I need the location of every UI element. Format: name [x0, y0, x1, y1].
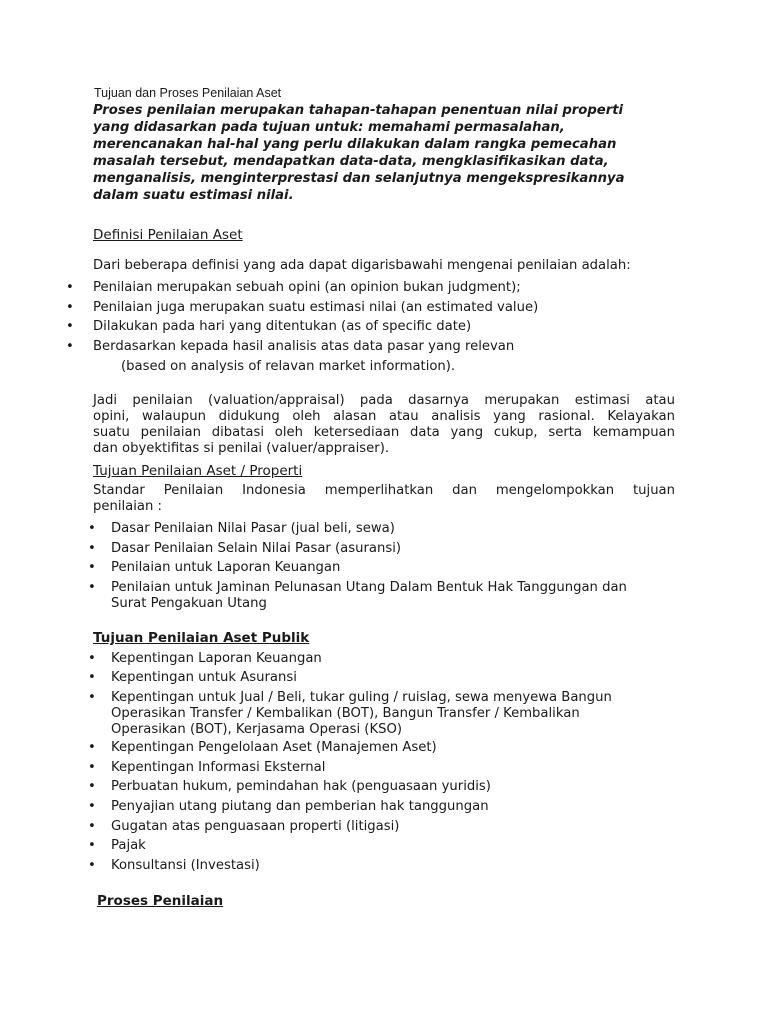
- document-title: Tujuan dan Proses Penilaian Aset: [94, 86, 282, 100]
- bullet-icon: •: [88, 690, 96, 705]
- paragraph-line: Jadi penilaian (valuation/appraisal) pada dasarnya merupakan estimasi atau: [93, 393, 675, 408]
- list-item-text: Penyajian utang piutang dan pemberian hak tanggungan: [111, 799, 489, 814]
- list-item-text: Operasikan (BOT), Kerjasama Operasi (KSO): [111, 722, 402, 737]
- list-item-text: Kepentingan untuk Asuransi: [111, 670, 297, 685]
- list-item-text: Dasar Penilaian Nilai Pasar (jual beli, sewa): [111, 521, 395, 536]
- bullet-icon: •: [66, 280, 74, 295]
- definisi-heading: Definisi Penilaian Aset: [93, 227, 243, 243]
- list-item-text: Surat Pengakuan Utang: [111, 596, 267, 611]
- intro-line: menganalisis, menginterprestasi dan selanjutnya mengekspresikannya: [93, 171, 625, 186]
- bullet-icon: •: [88, 560, 96, 575]
- list-item-text: Kepentingan Laporan Keuangan: [111, 651, 322, 666]
- definisi-lead: Dari beberapa definisi yang ada dapat digarisbawahi mengenai penilaian adalah:: [93, 258, 631, 273]
- intro-line: dalam suatu estimasi nilai.: [93, 188, 294, 203]
- list-item-text: Kepentingan Pengelolaan Aset (Manajemen Aset): [111, 740, 437, 755]
- bullet-icon: •: [88, 838, 96, 853]
- list-item-continuation: (based on analysis of relavan market information).: [121, 359, 456, 374]
- paragraph-line: opini, walaupun didukung oleh alasan atau analisis yang rasional. Kelayakan: [93, 409, 675, 424]
- list-item-text: Operasikan Transfer / Kembalikan (BOT), Bangun Transfer / Kembalikan: [111, 706, 580, 721]
- list-item-text: Kepentingan Informasi Eksternal: [111, 760, 326, 775]
- intro-line: masalah tersebut, mendapatkan data-data, mengklasifikasikan data,: [93, 154, 609, 169]
- bullet-icon: •: [88, 521, 96, 536]
- bullet-icon: •: [66, 319, 74, 334]
- tujuan-lead-line: Standar Penilaian Indonesia memperlihatkan dan mengelompokkan tujuan: [93, 483, 675, 498]
- bullet-icon: •: [88, 799, 96, 814]
- list-item-text: Kepentingan untuk Jual / Beli, tukar guling / ruislag, sewa menyewa Bangun: [111, 690, 612, 705]
- bullet-icon: •: [66, 339, 74, 354]
- list-item-text: Dilakukan pada hari yang ditentukan (as of specific date): [93, 319, 472, 334]
- list-item-text: Pajak: [111, 838, 146, 853]
- bullet-icon: •: [88, 651, 96, 666]
- list-item-text: Penilaian untuk Laporan Keuangan: [111, 560, 341, 575]
- publik-heading: Tujuan Penilaian Aset Publik: [93, 630, 310, 646]
- list-item-text: Penilaian merupakan sebuah opini (an opinion bukan judgment);: [93, 280, 521, 295]
- tujuan-heading: Tujuan Penilaian Aset / Properti: [93, 463, 303, 479]
- list-item-text: Dasar Penilaian Selain Nilai Pasar (asuransi): [111, 541, 402, 556]
- bullet-icon: •: [88, 740, 96, 755]
- paragraph-line: suatu penilaian dibatasi oleh ketersediaan data yang cukup, serta kemampuan: [93, 425, 675, 440]
- list-item-text: Perbuatan hukum, pemindahan hak (penguasaan yuridis): [111, 779, 491, 794]
- bullet-icon: •: [66, 300, 74, 315]
- proses-heading: Proses Penilaian: [97, 893, 224, 909]
- bullet-icon: •: [88, 779, 96, 794]
- tujuan-lead-line: penilaian :: [93, 499, 162, 514]
- paragraph-line: dan obyektifitas si penilai (valuer/appraiser).: [93, 441, 390, 456]
- intro-line: Proses penilaian merupakan tahapan-tahapan penentuan nilai properti: [93, 103, 624, 118]
- bullet-icon: •: [88, 580, 96, 595]
- list-item-text: Penilaian untuk Jaminan Pelunasan Utang Dalam Bentuk Hak Tanggungan dan: [111, 580, 627, 595]
- bullet-icon: •: [88, 541, 96, 556]
- list-item-text: Berdasarkan kepada hasil analisis atas data pasar yang relevan: [93, 339, 515, 354]
- intro-line: yang didasarkan pada tujuan untuk: memahami permasalahan,: [93, 120, 565, 135]
- intro-line: merencanakan hal-hal yang perlu dilakukan dalam rangka pemecahan: [93, 137, 617, 152]
- list-item-text: Penilaian juga merupakan suatu estimasi nilai (an estimated value): [93, 300, 539, 315]
- bullet-icon: •: [88, 760, 96, 775]
- bullet-icon: •: [88, 670, 96, 685]
- bullet-icon: •: [88, 858, 96, 873]
- bullet-icon: •: [88, 819, 96, 834]
- list-item-text: Gugatan atas penguasaan properti (litigasi): [111, 819, 400, 834]
- list-item-text: Konsultansi (Investasi): [111, 858, 260, 873]
